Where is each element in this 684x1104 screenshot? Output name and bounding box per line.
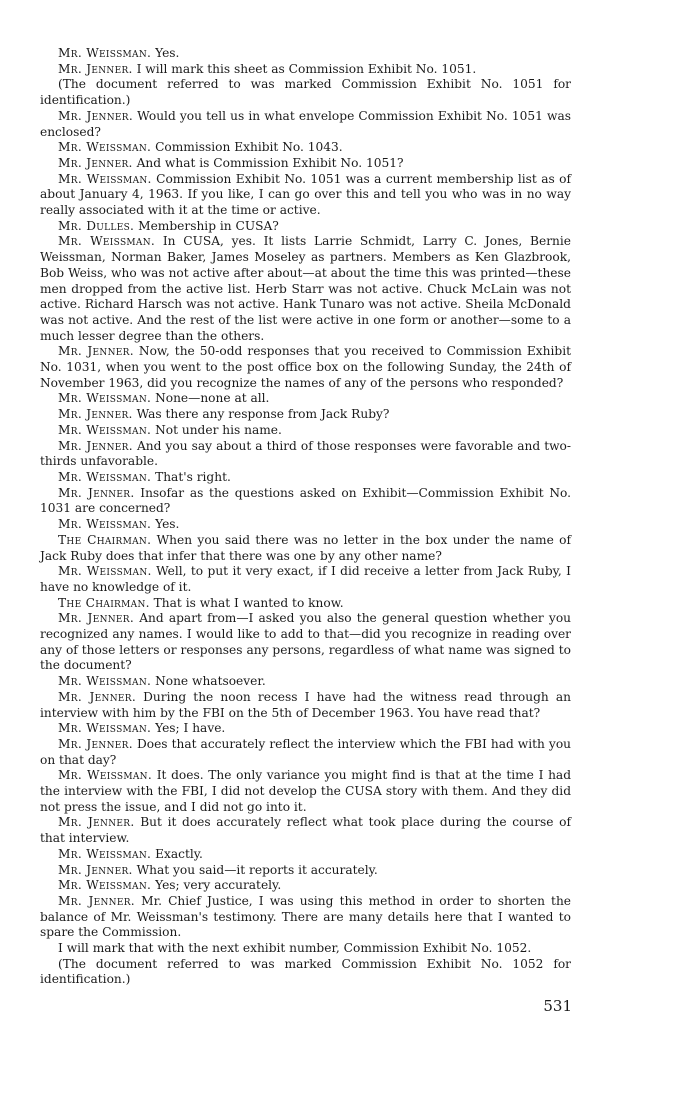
speaker-name: Mr. Weissman.: [58, 517, 152, 532]
paragraph-text: (The document referred to was marked Commission Exhibit No. 1051 for identification.): [40, 77, 571, 108]
transcript-paragraph: [40, 941, 571, 957]
transcript-paragraph: [40, 737, 571, 768]
speaker-name: Mr. Weissman.: [58, 140, 152, 155]
paragraph-text: And apart from—I asked you also the general question whether you recognized any names. I would like to add to that—did you recognize in reading over any of those letters or responses any persons, regardless of what name was signed to the document?: [40, 611, 572, 673]
paragraph-text: Yes; I have.: [155, 721, 226, 736]
speaker-name: Mr. Jenner.: [58, 108, 133, 123]
paragraph-text: I will mark this sheet as Commission Exhibit No. 1051.: [136, 61, 477, 76]
transcript-paragraph: [40, 486, 571, 517]
paragraph-text: Well, to put it very exact, if I did receive a letter from Jack Ruby, I have no knowledge of it.: [40, 564, 571, 594]
transcript-paragraph: [40, 611, 571, 674]
paragraph-text: What you said—it reports it accurately.: [136, 862, 378, 877]
speaker-name: The Chairman.: [58, 595, 150, 610]
paragraph-text: (The document referred to was marked Commission Exhibit No. 1052 for identification.): [40, 956, 571, 987]
speaker-name: Mr. Jenner.: [58, 155, 133, 170]
speaker-name: Mr. Weissman.: [58, 171, 152, 186]
paragraph-text: Insofar as the questions asked on Exhibit—Commission Exhibit No. 1031 are concerned?: [40, 485, 572, 516]
paragraph-text: I will mark that with the next exhibit number, Commission Exhibit No. 1052.: [58, 941, 532, 956]
paragraph-text: When you said there was no letter in the box under the name of Jack Ruby does that infer that there was one by any other name?: [40, 532, 572, 563]
transcript-paragraph: [40, 391, 571, 407]
transcript-paragraph: [40, 172, 571, 219]
speaker-name: Mr. Weissman.: [58, 878, 152, 893]
speaker-name: Mr. Jenner.: [58, 893, 135, 908]
speaker-name: Mr. Weissman.: [58, 721, 152, 736]
speaker-name: Mr. Weissman.: [58, 422, 152, 437]
transcript-paragraph: [40, 219, 571, 235]
speaker-name: Mr. Weissman.: [58, 846, 152, 861]
transcript-paragraph: [40, 344, 571, 391]
speaker-name: Mr. Jenner.: [58, 344, 134, 359]
transcript-paragraph: [40, 77, 571, 108]
paragraph-text: It does. The only variance you might find is that at the time I had the interview with the FBI, I did not develop the CUSA story with them. And they did not press the issue, and I did not go into it.: [40, 768, 571, 814]
transcript-paragraph: [40, 674, 571, 690]
speaker-name: Mr. Jenner.: [58, 61, 133, 76]
speaker-name: Mr. Jenner.: [58, 815, 135, 830]
speaker-name: Mr. Jenner.: [58, 611, 135, 626]
speaker-name: Mr. Jenner.: [58, 407, 133, 422]
paragraph-text: None whatsoever.: [155, 674, 266, 689]
transcript-paragraph: [40, 815, 571, 846]
paragraph-text: That is what I wanted to know.: [153, 595, 344, 610]
transcript-paragraph: [40, 596, 571, 612]
transcript-paragraph: [40, 140, 571, 156]
paragraph-text: Yes.: [155, 517, 180, 532]
transcript-paragraph: [40, 62, 571, 78]
transcript-paragraph: [40, 863, 571, 879]
speaker-name: Mr. Jenner.: [58, 689, 136, 704]
speaker-name: Mr. Jenner.: [58, 862, 133, 877]
page-number: 531: [543, 997, 572, 1015]
paragraph-text: Yes.: [155, 46, 180, 60]
transcript-paragraph: [40, 847, 571, 863]
transcript-paragraph: [40, 470, 571, 486]
transcript-paragraph: [40, 768, 571, 815]
transcript-paragraph: [40, 234, 571, 344]
transcript-paragraph: [40, 407, 571, 423]
transcript-paragraph: [40, 517, 571, 533]
speaker-name: Mr. Jenner.: [58, 438, 133, 453]
transcript-paragraph: [40, 109, 571, 140]
transcript-paragraph: [40, 721, 571, 737]
speaker-name: Mr. Weissman.: [58, 564, 152, 579]
paragraph-text: Commission Exhibit No. 1051 was a current membership list as of about January 4, 1963. If you like, I can go over this and tell you who was in no way really associated with it at the time or active.: [40, 171, 572, 218]
transcript-paragraph: [40, 533, 571, 564]
transcript-paragraph: [40, 894, 571, 941]
transcript-body: [40, 46, 571, 988]
transcript-paragraph: [40, 156, 571, 172]
transcript-paragraph: [40, 878, 571, 894]
paragraph-text: Mr. Chief Justice, I was using this method in order to shorten the balance of Mr. Weissman's testimony. There are many details here that I wanted to spare the Commission.: [40, 893, 572, 940]
transcript-paragraph: [40, 957, 571, 988]
speaker-name: Mr. Dulles.: [58, 218, 135, 233]
speaker-name: Mr. Weissman.: [58, 391, 152, 406]
paragraph-text: None—none at all.: [155, 391, 270, 406]
transcript-paragraph: [40, 690, 571, 721]
paragraph-text: Commission Exhibit No. 1043.: [155, 140, 343, 155]
paragraph-text: But it does accurately reflect what took place during the course of that interview.: [40, 815, 572, 846]
paragraph-text: Membership in CUSA?: [138, 218, 279, 233]
speaker-name: Mr. Weissman.: [58, 768, 153, 783]
paragraph-text: Not under his name.: [155, 422, 282, 437]
transcript-paragraph: [40, 564, 571, 595]
paragraph-text: Does that accurately reflect the interview which the FBI had with you on that day?: [40, 736, 572, 767]
speaker-name: Mr. Weissman.: [58, 46, 152, 60]
paragraph-text: And what is Commission Exhibit No. 1051?: [136, 155, 404, 170]
paragraph-text: In CUSA, yes. It lists Larrie Schmidt, Larry C. Jones, Bernie Weissman, Norman Baker, James Moseley as partners. Members as Ken Glazbrook, Bob Weiss, who was not active after about—at about the time this was printed—these men dropped from the active list. Herb Starr was not active. Chuck McLain was not active. Richard Harsch was not active. Hank Tunaro was not active. Sheila McDonald was not active. And the rest of the list were active in one form or another—some to a much lesser degree than the others.: [40, 234, 572, 343]
transcript-paragraph: [40, 46, 571, 62]
speaker-name: Mr. Jenner.: [58, 485, 135, 500]
speaker-name: Mr. Jenner.: [58, 736, 133, 751]
paragraph-text: Was there any response from Jack Ruby?: [136, 407, 390, 422]
paragraph-text: Yes; very accurately.: [155, 878, 282, 893]
paragraph-text: During the noon recess I have had the witness read through an interview with him by the FBI on the 5th of December 1963. You have read that?: [40, 689, 571, 720]
paragraph-text: Would you tell us in what envelope Commission Exhibit No. 1051 was enclosed?: [40, 108, 571, 139]
paragraph-text: That's right.: [155, 469, 231, 484]
speaker-name: Mr. Weissman.: [58, 674, 152, 689]
paragraph-text: And you say about a third of those responses were favorable and two-thirds unfavorable.: [40, 438, 572, 469]
transcript-paragraph: [40, 439, 571, 470]
speaker-name: The Chairman.: [58, 532, 152, 547]
paragraph-text: Exactly.: [155, 846, 203, 861]
transcript-paragraph: [40, 423, 571, 439]
speaker-name: Mr. Weissman.: [58, 469, 152, 484]
speaker-name: Mr. Weissman.: [58, 234, 156, 249]
paragraph-text: Now, the 50-odd responses that you received to Commission Exhibit No. 1031, when you went to the post office box on the following Sunday, the 24th of November 1963, did you recognize the names of any of the persons who responded?: [40, 344, 572, 390]
